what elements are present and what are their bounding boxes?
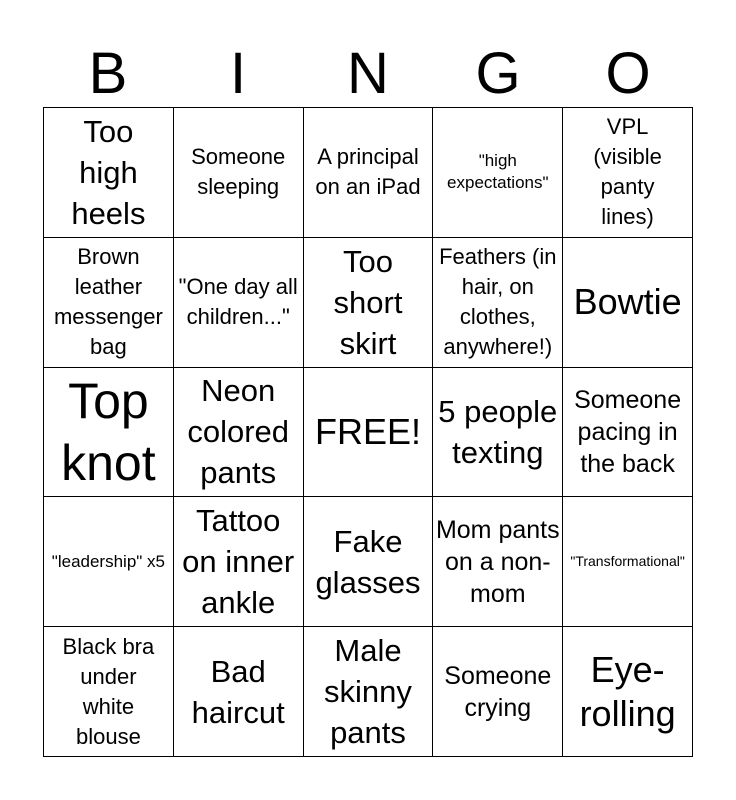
cell-text: Fake glasses (315, 523, 421, 600)
bingo-cell[interactable] (304, 627, 434, 757)
cell-text: Feathers (in hair, on clothes, anywhere!) (439, 244, 557, 360)
bingo-cell[interactable] (563, 627, 693, 757)
header-letter-b: B (88, 41, 128, 106)
bingo-cell[interactable] (174, 497, 304, 627)
cell-text: 5 people texting (438, 393, 558, 470)
cell-text: Neon colored pants (187, 373, 290, 491)
cell-text: Eye-rolling (579, 648, 676, 734)
cell-text: Black bra under white blouse (62, 633, 155, 749)
cell-text: "Transformational" (570, 553, 685, 570)
bingo-cell[interactable] (44, 368, 174, 498)
bingo-cell[interactable] (563, 108, 693, 238)
header-letter-n: N (347, 41, 389, 106)
cell-text: A principal on an iPad (315, 144, 421, 200)
header-letter-o: O (605, 41, 651, 106)
bingo-cell[interactable] (433, 108, 563, 238)
bingo-header (43, 40, 693, 108)
cell-text: Brown leather messenger bag (53, 244, 163, 360)
cell-text: Tattoo on inner ankle (182, 503, 295, 621)
bingo-cell[interactable] (44, 238, 174, 368)
cell-text: "high expectations" (447, 151, 549, 193)
cell-text: Mom pants on a non-mom (435, 515, 560, 608)
bingo-cell[interactable] (304, 108, 434, 238)
cell-text: Someone pacing in the back (574, 385, 682, 478)
bingo-cell[interactable] (174, 238, 304, 368)
bingo-cell[interactable] (44, 108, 174, 238)
bingo-cell[interactable] (433, 238, 563, 368)
cell-text: Top knot (61, 372, 156, 491)
bingo-cell[interactable] (304, 497, 434, 627)
bingo-cell[interactable] (174, 368, 304, 498)
bingo-cell[interactable] (174, 108, 304, 238)
bingo-grid (43, 107, 693, 757)
bingo-cell[interactable] (563, 238, 693, 368)
cell-text: Too short skirt (333, 243, 403, 361)
cell-text: "One day all children..." (178, 274, 298, 330)
bingo-cell[interactable] (563, 497, 693, 627)
cell-text: Too high heels (71, 113, 146, 231)
cell-text: Someone sleeping (191, 144, 286, 200)
bingo-cell[interactable] (304, 368, 434, 498)
header-letter-g: G (475, 41, 521, 106)
bingo-cell[interactable] (563, 368, 693, 498)
cell-text: "leadership" x5 (51, 551, 165, 571)
bingo-cell[interactable] (44, 627, 174, 757)
cell-text: Male skinny pants (324, 633, 412, 751)
cell-text: Bad haircut (191, 653, 285, 730)
bingo-cell[interactable] (44, 497, 174, 627)
bingo-cell[interactable] (433, 497, 563, 627)
cell-text: Someone crying (444, 661, 552, 722)
bingo-cell[interactable] (304, 238, 434, 368)
header-letter-i: I (229, 41, 247, 106)
bingo-cell[interactable] (433, 627, 563, 757)
bingo-cell[interactable] (174, 627, 304, 757)
bingo-cell[interactable] (433, 368, 563, 498)
cell-text: VPL (visible panty lines) (593, 114, 662, 230)
cell-text: FREE! (314, 410, 421, 452)
cell-text: Bowtie (573, 281, 682, 323)
